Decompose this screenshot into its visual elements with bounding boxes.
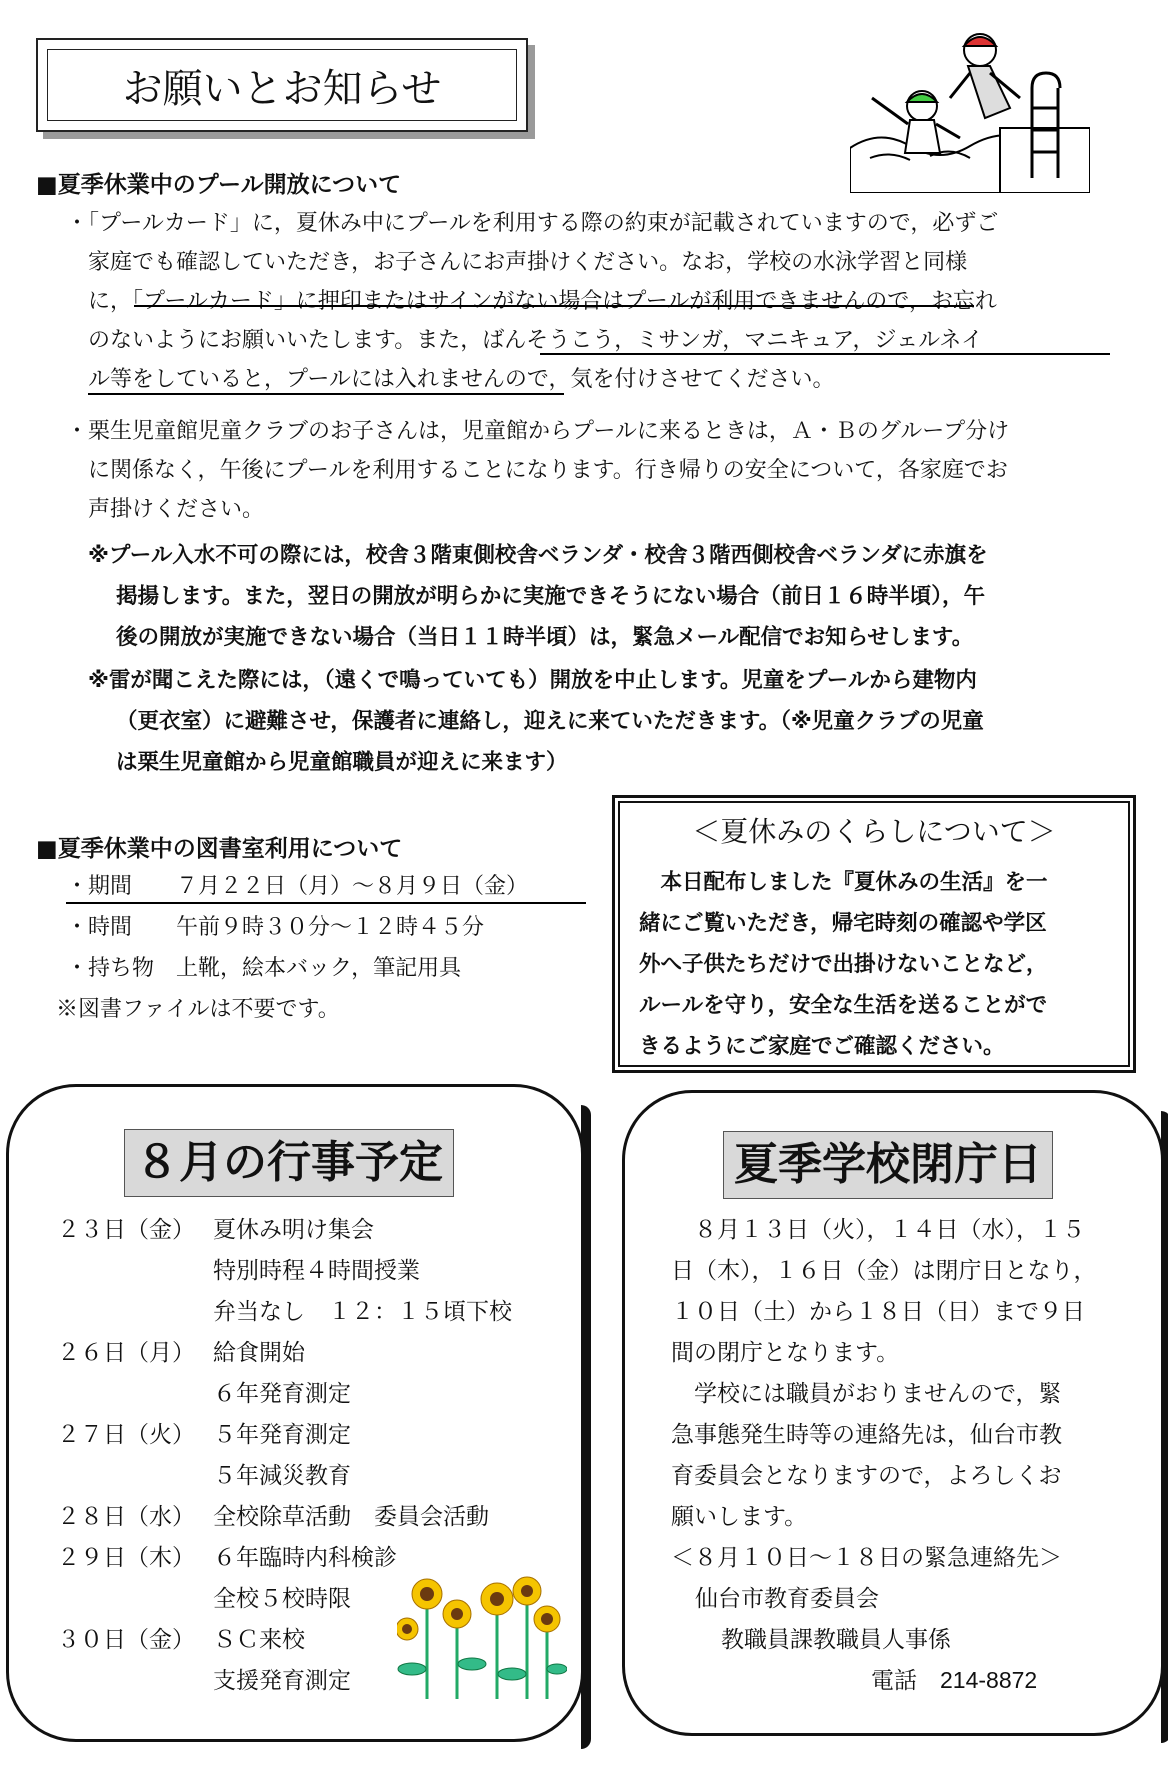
summer-life-title: ＜夏休みのくらしについて＞ bbox=[692, 815, 1056, 848]
event-text: ＳＣ来校 bbox=[213, 1626, 305, 1652]
event-text: 給食開始 bbox=[213, 1339, 305, 1365]
library-belongings: ・持ち物 上靴，絵本バック，筆記用具 bbox=[66, 956, 462, 981]
library-hours: ・時間 午前９時３０分～１２時４５分 bbox=[66, 915, 485, 940]
event-date: ２８日（水） bbox=[57, 1503, 195, 1529]
library-list bbox=[56, 866, 529, 1030]
library-period: ・期間 ７月２２日（月）～８月９日（金） bbox=[66, 874, 529, 899]
event-date: ２７日（火） bbox=[57, 1421, 195, 1447]
library-period-underline bbox=[66, 902, 586, 904]
event-text: 全校５校時限 bbox=[213, 1585, 351, 1611]
library-heading: ■夏季休業中の図書室利用について bbox=[36, 836, 403, 862]
event-date: ２３日（金） bbox=[57, 1216, 195, 1242]
underline-rule-2 bbox=[540, 353, 1110, 355]
school-closed-title: 夏季学校閉庁日 bbox=[723, 1131, 1053, 1199]
pool-paragraph-2: ・栗生児童館児童クラブのお子さんは，児童館からプールに来るときは，Ａ・Ｂのグループ分け に関係なく，午後にプールを利用することになります。行き帰りの安全について，各家庭でお 声掛けください。 bbox=[66, 419, 1010, 522]
emergency-contact-org: 仙台市教育委員会 bbox=[695, 1585, 879, 1611]
event-text: 弁当なし １２：１５頃下校 bbox=[213, 1298, 512, 1324]
school-closed-box bbox=[622, 1090, 1164, 1736]
pool-paragraph-1: ・「プールカード」に，夏休み中にプールを利用する際の約束が記載されていますので，必ずご 家庭でも確認していただき，お子さんにお声掛けください。なお，学校の水泳学習と同様 に，「プールカード」に押印またはサインがない場合はプールが利用できませんので，お忘れ のないようにお願いいたします。また，ばんそうこう，ミサンガ，マニキュア，ジェルネイ ル等をしていると，プールには入れませんので，気を付けさせてください。 bbox=[66, 211, 999, 392]
pool-heading: ■夏季休業中のプール開放について bbox=[36, 172, 402, 198]
summer-life-box bbox=[612, 795, 1136, 1073]
event-date: ２６日（月） bbox=[57, 1339, 195, 1365]
event-text: 全校除草活動 委員会活動 bbox=[213, 1503, 489, 1529]
sunflower-illustration bbox=[397, 1569, 567, 1699]
event-text: ５年減災教育 bbox=[213, 1462, 351, 1488]
event-text: 支援発育測定 bbox=[213, 1667, 351, 1693]
event-date: ３０日（金） bbox=[57, 1626, 195, 1652]
emergency-contact-phone: 電話 214-8872 bbox=[871, 1667, 1038, 1693]
event-text: 夏休み明け集会 bbox=[213, 1216, 374, 1242]
summer-life-body: 本日配布しました『夏休みの生活』を一 緒にご覧いただき，帰宅時刻の確認や学区 外へ子供たちだけで出掛けないことなど， ルールを守り，安全な生活を送ることがで きるようにご家庭でご確認ください。 bbox=[639, 870, 1048, 1059]
event-text: ６年発育測定 bbox=[213, 1380, 351, 1406]
library-note: ※図書ファイルは不要です。 bbox=[56, 997, 340, 1022]
underline-rule-1 bbox=[134, 305, 974, 307]
title-box bbox=[36, 38, 528, 132]
event-date: ２９日（木） bbox=[57, 1544, 195, 1570]
pool-note-flag: ※プール入水不可の際には，校舎３階東側校舎ベランダ・校舎３階西側校舎ベランダに赤旗を 掲揚します。また，翌日の開放が明らかに実施できそうにない場合（前日１６時半頃），午 後の開放が実施できない場合（当日１１時半頃）は，緊急メール配信でお知らせします。 bbox=[88, 543, 988, 650]
august-events-title: ８月の行事予定 bbox=[124, 1129, 454, 1197]
emergency-contact-heading: ＜８月１０日～１８日の緊急連絡先＞ bbox=[671, 1544, 1062, 1570]
school-closed-body: ８月１３日（火），１４日（水），１５ 日（木），１６日（金）は閉庁日となり， １０日（土）から１８日（日）まで９日 間の閉庁となります。 学校には職員がおりませんので，緊 急事態発生時等の連絡先は，仙台市教 育委員会となりますので，よろしくお 願いします。 ＜８月１０日～１８日の緊急連絡先＞ 仙台市教育委員会 教職員課教職員人事係 電話 214-8872 bbox=[671, 1209, 1117, 1701]
event-text: 特別時程４時間授業 bbox=[213, 1257, 420, 1283]
swimming-children-illustration bbox=[850, 28, 1090, 193]
page-title: お願いとお知らせ bbox=[47, 49, 517, 121]
emergency-contact-dept: 教職員課教職員人事係 bbox=[721, 1626, 951, 1652]
underline-rule-3 bbox=[88, 393, 564, 395]
pool-note-thunder: ※雷が聞こえた際には，（遠くで鳴っていても）開放を中止します。児童をプールから建物内 （更衣室）に避難させ，保護者に連絡し，迎えに来ていただきます。（※児童クラブの児童 は栗生児童館から児童館職員が迎えに来ます） bbox=[88, 668, 984, 775]
august-events-box bbox=[6, 1084, 584, 1742]
event-text: ５年発育測定 bbox=[213, 1421, 351, 1447]
event-text: ６年臨時内科検診 bbox=[213, 1544, 397, 1570]
